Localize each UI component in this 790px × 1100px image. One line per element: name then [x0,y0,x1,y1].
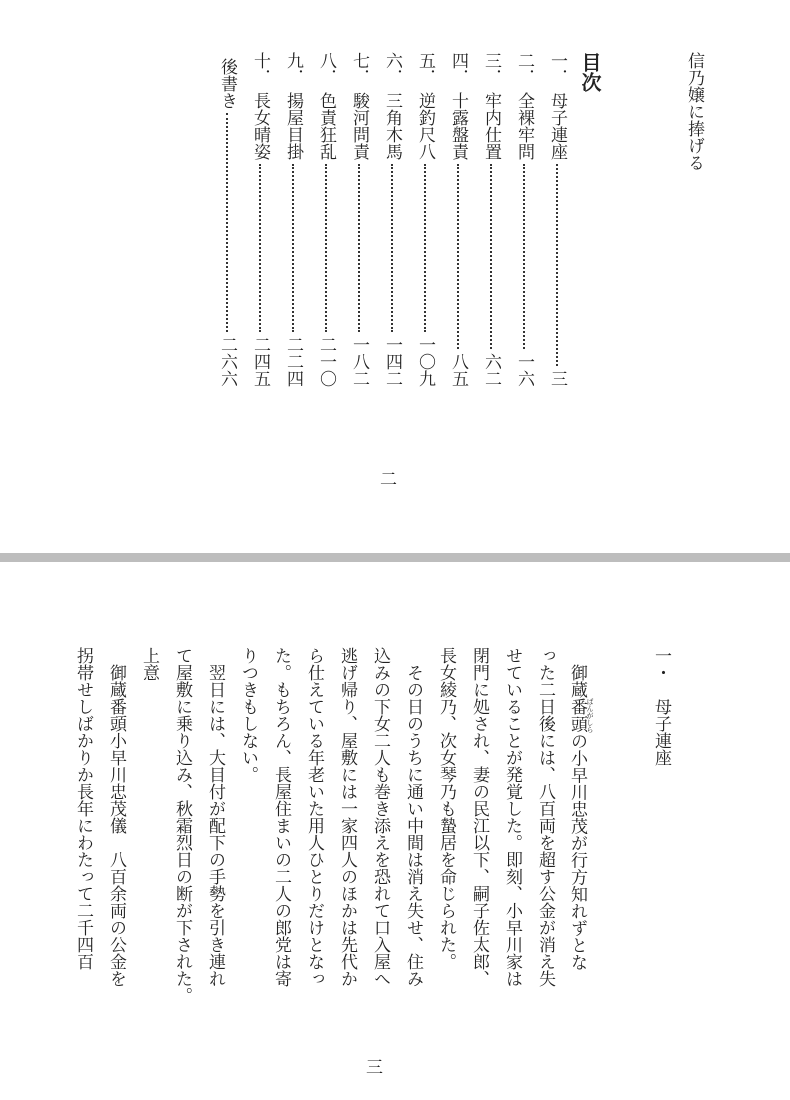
toc-title: 駿河問責 [349,92,369,160]
dot-leader [523,164,525,349]
body-line: 閉門に処され、妻の民江以下、嗣子佐太郎、 [469,647,489,987]
body-line: 上意 [139,647,159,681]
body-line: った二日後には、八百両を超す公金が消え失 [535,647,555,987]
toc-entry[interactable] [243,52,276,387]
toc-page-number: 一六 [514,353,534,387]
body-line: て屋敷に乗り込み、秋霜烈日の断が下された。 [172,647,192,1004]
dot-leader [490,164,492,349]
toc-number: 二． [514,52,534,86]
page-separator [0,553,790,562]
body-line: 御蔵番頭小早川忠茂儀 八百余両の公金を [106,664,126,987]
ruby-base: 番頭 [567,697,587,733]
body-line: りつきもしない。 [238,647,258,783]
toc-entry[interactable] [540,52,573,387]
toc-title: 牢内仕置 [481,92,501,160]
toc-title: 十露盤責 [448,92,468,160]
toc-number: 九． [283,52,303,86]
body-line: 込みの下女二人も巻き添えを恐れて口入屋へ [370,647,390,987]
toc-entry[interactable] [276,52,309,387]
toc-page-number: 八五 [448,353,468,387]
toc-number: 十． [250,52,270,86]
chapter-body [66,647,677,1004]
toc-title: 逆釣尺八 [415,92,435,160]
dot-leader [457,164,459,349]
toc-entry[interactable] [342,52,375,387]
body-line: ら仕えている年老いた用人ひとりだけとなっ [304,647,324,987]
toc-page-number: 一四二 [382,336,402,387]
toc-entry[interactable] [309,52,342,387]
body-line: その日のうちに通い中間は消え失せ、住み [403,664,423,987]
toc-title: 揚屋目掛 [283,92,303,160]
dot-leader [226,113,228,332]
body-line: 逃げ帰り、屋敷には一家四人のほかは先代か [337,647,357,987]
toc-title: 長女晴姿 [250,92,270,160]
body-line: た。もちろん、長屋住まいの二人の郎党は寄 [271,647,291,987]
toc-entry[interactable] [408,52,441,387]
dot-leader [358,164,360,332]
dot-leader [391,164,393,332]
body-line: 長女綾乃、次女琴乃も蟄居を命じられた。 [436,647,456,970]
toc-title: 母子連座 [547,92,567,160]
body-line: 拐帯せしばかりか長年にわたって二千四百 [73,647,93,970]
toc-entry[interactable] [375,52,408,387]
toc-number: 三． [481,52,501,86]
toc-number: 五． [415,52,435,86]
body-line: せていることが発覚した。即刻、小早川家は [502,647,522,987]
toc-title: 後書き [217,58,237,109]
ruby-annotation [567,697,594,733]
toc-entry[interactable] [441,52,474,387]
toc-entry[interactable] [210,52,243,387]
toc-entry[interactable] [474,52,507,387]
toc-page-number: 三 [547,370,567,387]
chapter-heading: 一・ 母子連座 [651,647,671,766]
dot-leader [325,164,327,332]
dedication: 信乃嬢に捧げる [684,52,704,171]
toc-number: 六． [382,52,402,86]
text: 御蔵 [567,664,587,698]
toc-entry[interactable] [507,52,540,387]
dot-leader [424,164,426,332]
toc-title: 三角木馬 [382,92,402,160]
text: の小早川忠茂が行方知れずとな [567,732,587,971]
toc-page-number: 二四五 [250,336,270,387]
toc-number: 七． [349,52,369,86]
toc-page-number: 六二 [481,353,501,387]
body-line: 翌日には、大目付が配下の手勢を引き連れ [205,664,225,987]
toc-number: 四． [448,52,468,86]
toc-page-number: 二二四 [283,336,303,387]
toc-page-number: 二一〇 [316,336,336,387]
toc-page-number: 一八二 [349,336,369,387]
dot-leader [556,164,558,366]
toc-number: 八． [316,52,336,86]
dot-leader [292,164,294,332]
toc-number: 一． [547,52,567,86]
dot-leader [259,164,261,332]
toc-title: 色責狂乱 [316,92,336,160]
page-number: 二 [376,470,396,487]
body-line [561,647,594,987]
toc-page-number: 一〇九 [415,336,435,387]
toc-page-number: 二六六 [217,336,237,387]
page-number: 三 [362,1058,382,1075]
table-of-contents [210,52,710,392]
toc-title: 全裸牢問 [514,92,534,160]
toc-heading: 目次 [578,52,602,92]
ruby-text: ばんがしら [586,697,594,733]
